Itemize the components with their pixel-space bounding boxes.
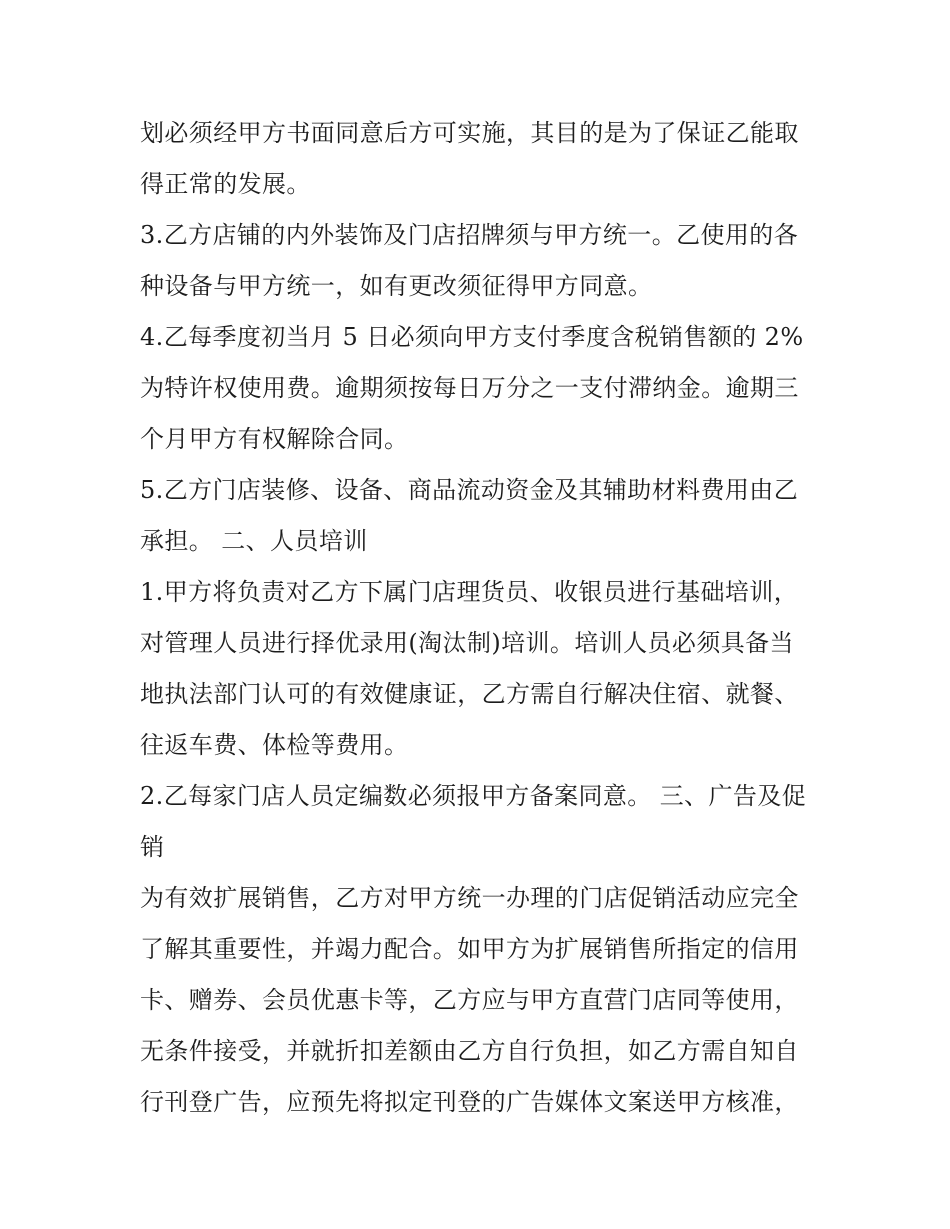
text-line: 卡、赠券、会员优惠卡等，乙方应与甲方直营门店同等使用， — [140, 986, 799, 1014]
text-line: 销 — [140, 833, 165, 861]
text-line: 往返车费、体检等费用。 — [140, 731, 409, 759]
text-line: 了解其重要性，并竭力配合。如甲方为扩展销售所指定的信用 — [140, 935, 799, 963]
text-line: 3.乙方店铺的内外装饰及门店招牌须与甲方统一。乙使用的各 — [140, 221, 799, 249]
text-line: 2.乙每家门店人员定编数必须报甲方备案同意。 三、广告及促 — [140, 782, 807, 810]
text-line: 5.乙方门店装修、设备、商品流动资金及其辅助材料费用由乙 — [140, 476, 799, 504]
text-line: 4.乙每季度初当月 5 日必须向甲方支付季度含税销售额的 2% — [140, 323, 804, 351]
text-line: 为有效扩展销售，乙方对甲方统一办理的门店促销活动应完全 — [140, 884, 799, 912]
text-line: 对管理人员进行择优录用(淘汰制)培训。培训人员必须具备当 — [140, 629, 794, 657]
text-line: 行刊登广告，应预先将拟定刊登的广告媒体文案送甲方核准， — [140, 1088, 799, 1116]
text-line: 划必须经甲方书面同意后方可实施，其目的是为了保证乙能取 — [140, 119, 799, 147]
text-line: 个月甲方有权解除合同。 — [140, 425, 409, 453]
text-line: 承担。 二、人员培训 — [140, 527, 368, 555]
text-line: 1.甲方将负责对乙方下属门店理货员、收银员进行基础培训， — [140, 578, 799, 606]
text-line: 为特许权使用费。逾期须按每日万分之一支付滞纳金。逾期三 — [140, 374, 799, 402]
document-body — [140, 108, 820, 1128]
text-line: 无条件接受，并就折扣差额由乙方自行负担，如乙方需自知自 — [140, 1037, 799, 1065]
text-line: 得正常的发展。 — [140, 170, 311, 198]
text-line: 地执法部门认可的有效健康证，乙方需自行解决住宿、就餐、 — [140, 680, 799, 708]
text-line: 种设备与甲方统一，如有更改须征得甲方同意。 — [140, 272, 653, 300]
